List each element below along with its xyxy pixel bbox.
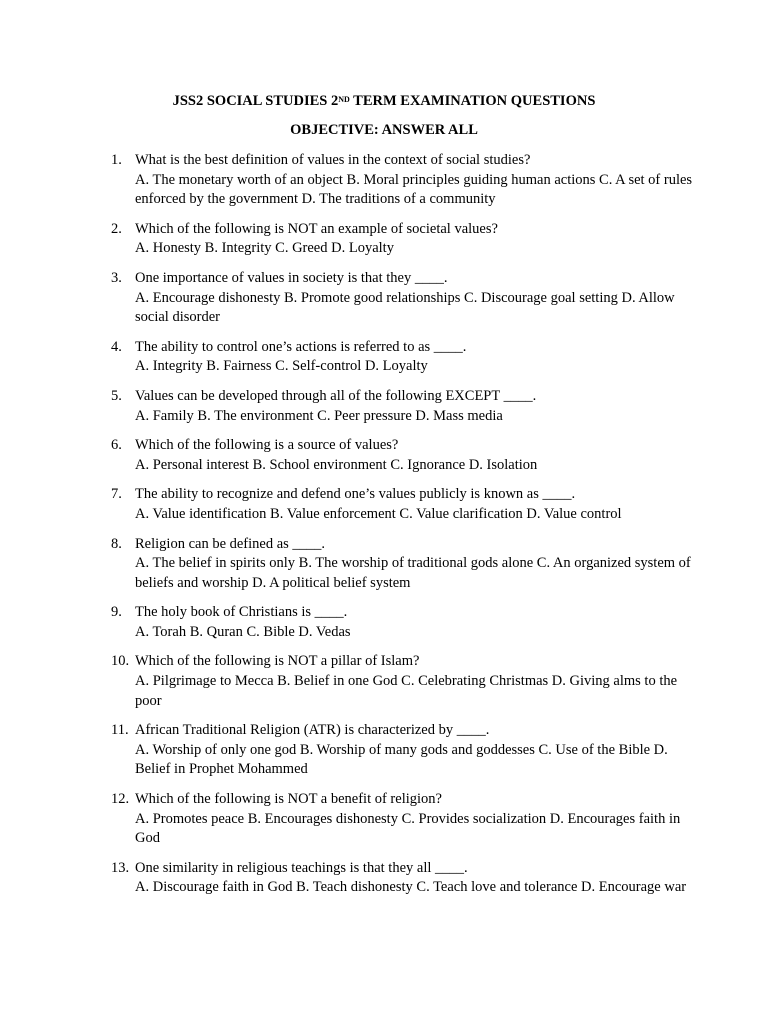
question-options: A. Discourage faith in God B. Teach dishonesty C. Teach love and tolerance D. Encourage war: [135, 879, 687, 896]
question-body: [135, 387, 695, 426]
question-item: [0, 721, 768, 780]
question-number: 12.: [111, 791, 130, 808]
question-options: A. Encourage dishonesty B. Promote good relationships C. Discourage goal setting D. Allow social disorder: [135, 289, 675, 326]
question-text: One similarity in religious teachings is that they all ____.: [135, 859, 468, 876]
question-item: [0, 436, 768, 475]
question-options: A. Personal interest B. School environment C. Ignorance D. Isolation: [135, 456, 538, 473]
question-options: A. Value identification B. Value enforcement C. Value clarification D. Value control: [135, 505, 622, 522]
question-number: 7.: [111, 486, 122, 503]
question-text: African Traditional Religion (ATR) is characterized by ____.: [135, 722, 490, 739]
question-item: [0, 269, 768, 328]
question-options: A. The monetary worth of an object B. Moral principles guiding human actions C. A set of rules enforced by the government D. The traditions of a community: [135, 171, 693, 208]
question-options: A. Promotes peace B. Encourages dishonesty C. Provides socialization D. Encourages faith in God: [135, 810, 681, 847]
question-body: [135, 652, 695, 711]
question-options: A. Pilgrimage to Mecca B. Belief in one God C. Celebrating Christmas D. Giving alms to the poor: [135, 673, 678, 709]
section-heading: OBJECTIVE: ANSWER ALL: [290, 122, 478, 138]
question-text: Religion can be defined as ____.: [135, 535, 326, 552]
question-item: [0, 220, 768, 259]
question-item: [0, 535, 768, 594]
question-text: The holy book of Christians is ____.: [135, 604, 348, 621]
question-options: A. Family B. The environment C. Peer pressure D. Mass media: [135, 407, 503, 424]
question-options: A. Honesty B. Integrity C. Greed D. Loyalty: [135, 240, 394, 257]
question-number: 1.: [111, 152, 122, 168]
question-number: 13.: [111, 859, 130, 876]
question-text: What is the best definition of values in the context of social studies?: [135, 152, 531, 168]
question-body: [135, 485, 695, 524]
question-text: The ability to control one’s actions is referred to as ____.: [135, 338, 467, 355]
question-body: [135, 269, 695, 328]
question-options: A. Worship of only one god B. Worship of many gods and goddesses C. Use of the Bible D. Belief in Prophet Mohammed: [135, 741, 668, 778]
question-number: 5.: [111, 387, 122, 404]
question-list: [0, 151, 768, 908]
question-number: 9.: [111, 604, 122, 621]
question-options: A. Integrity B. Fairness C. Self-control D. Loyalty: [135, 358, 428, 375]
question-body: [135, 859, 695, 898]
question-number: 2.: [111, 220, 122, 237]
question-body: [135, 790, 695, 849]
question-body: [135, 535, 695, 594]
question-body: [135, 151, 695, 210]
question-body: [135, 721, 695, 780]
question-options: A. The belief in spirits only B. The worship of traditional gods alone C. An organized system of beliefs and worship D. A political belief system: [135, 555, 691, 591]
question-text: Which of the following is NOT a benefit of religion?: [135, 791, 442, 808]
question-body: [135, 220, 695, 259]
question-item: [0, 338, 768, 377]
question-item: [0, 387, 768, 426]
question-text: One importance of values in society is that they ____.: [135, 269, 448, 286]
title-rest: TERM EXAMINATION QUESTIONS: [349, 93, 596, 109]
question-body: [135, 338, 695, 377]
question-text: Values can be developed through all of the following EXCEPT ____.: [135, 387, 537, 404]
question-options: A. Torah B. Quran C. Bible D. Vedas: [135, 623, 351, 640]
question-body: [135, 436, 695, 475]
question-text: Which of the following is NOT a pillar of Islam?: [135, 653, 420, 670]
title-superscript: ND: [338, 95, 350, 104]
question-number: 6.: [111, 437, 122, 454]
question-number: 8.: [111, 535, 122, 552]
question-item: [0, 485, 768, 524]
question-number: 3.: [111, 269, 122, 286]
question-text: Which of the following is NOT an example of societal values?: [135, 220, 498, 237]
question-item: [0, 151, 768, 210]
question-item: [0, 790, 768, 849]
question-body: [135, 603, 695, 642]
question-number: 4.: [111, 338, 122, 355]
question-text: Which of the following is a source of values?: [135, 437, 399, 454]
question-number: 10.: [111, 653, 130, 670]
question-item: [0, 652, 768, 711]
document-title: [0, 91, 768, 111]
question-item: [0, 859, 768, 898]
question-number: 11.: [111, 722, 129, 739]
question-item: [0, 603, 768, 642]
question-text: The ability to recognize and defend one’s values publicly is known as ____.: [135, 486, 576, 503]
title-main: JSS2 SOCIAL STUDIES 2: [172, 93, 339, 109]
